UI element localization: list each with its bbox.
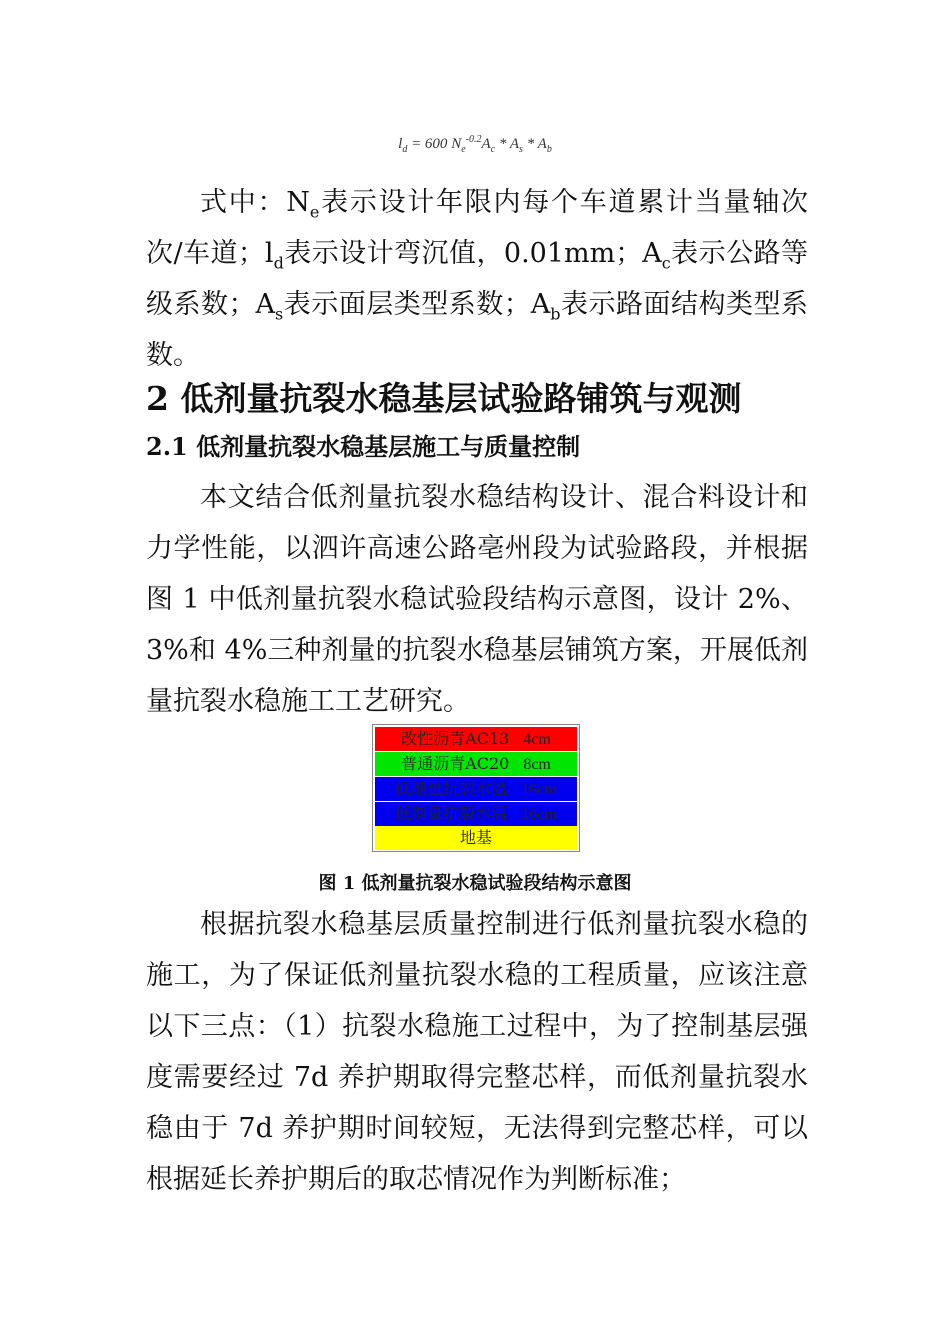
subsection-heading: 2.1 低剂量抗裂水稳基层施工与质量控制 xyxy=(146,432,581,461)
layer-base-lower-thickness: 16cm xyxy=(521,806,557,823)
layer-surface-name: 改性沥青AC13 xyxy=(401,729,510,748)
layer-surface xyxy=(375,727,577,751)
section-heading: 2 低剂量抗裂水稳基层试验路铺筑与观测 xyxy=(146,379,742,418)
layer-base-lower-name: 低剂量抗裂水温 xyxy=(395,804,508,823)
formula-star1: * xyxy=(495,136,510,152)
deflection-formula xyxy=(0,134,950,155)
layer-subgrade xyxy=(375,826,577,850)
legend-sub-5: b xyxy=(550,304,561,324)
legend-text-1: 式中：N xyxy=(200,187,310,218)
layer-middle-thickness: 8cm xyxy=(523,756,551,773)
layer-base-upper-thickness: 16cm xyxy=(521,781,557,798)
legend-sub-3: c xyxy=(661,253,671,273)
formula-n-sup: -0.2 xyxy=(465,134,482,145)
legend-sub-4: s xyxy=(275,304,284,324)
legend-text-2: 表示设计年限内每个车道累计当量轴次次/车道；l xyxy=(146,187,809,269)
layer-middle xyxy=(375,752,577,776)
formula-star2: * xyxy=(522,136,538,152)
figure-caption: 图 1 低剂量抗裂水稳试验段结构示意图 xyxy=(318,873,632,894)
legend-text-5: 表示面层类型系数；A xyxy=(283,289,551,320)
layer-middle-name: 普通沥青AC20 xyxy=(401,754,510,773)
formula-a1: A xyxy=(481,136,491,152)
pavement-structure-figure xyxy=(372,724,580,852)
formula-eq: = 600 xyxy=(407,136,452,152)
intro-paragraph: 本文结合低剂量抗裂水稳结构设计、混合料设计和力学性能，以泗许高速公路亳州段为试验路段，并根据图 1 中低剂量抗裂水稳试验段结构示意图，设计 2%、3%和 4%三种剂量的抗裂水稳基层铺筑方案，开展低剂量抗裂水稳施工工艺研究。 xyxy=(146,482,808,717)
legend-sub-1: e xyxy=(309,202,320,222)
legend-text-3: 表示设计弯沉值，0.01mm；A xyxy=(283,238,662,269)
formula-a1-sub: c xyxy=(490,144,496,155)
formula-a2: A xyxy=(509,136,520,152)
legend-sub-2: d xyxy=(273,253,284,273)
layer-base-upper xyxy=(375,777,577,801)
formula-n: N xyxy=(451,136,462,152)
layer-surface-thickness: 4cm xyxy=(523,731,551,748)
formula-a3-sub: b xyxy=(546,144,552,155)
formula-legend-paragraph xyxy=(146,177,808,381)
formula-n-sub: e xyxy=(461,144,466,155)
legend-text-6: 表示路面结构类型系数。 xyxy=(146,289,809,371)
formula-a2-sub: s xyxy=(519,144,523,155)
layer-base-lower xyxy=(375,802,577,826)
layer-base-upper-name: 低剂量抗裂水温 xyxy=(395,779,508,798)
layer-subgrade-name: 地基 xyxy=(459,828,492,847)
formula-a3: A xyxy=(537,136,547,152)
formula-l: l xyxy=(398,136,403,152)
quality-control-paragraph: 根据抗裂水稳基层质量控制进行低剂量抗裂水稳的施工，为了保证低剂量抗裂水稳的工程质量，应该注意以下三点：（1）抗裂水稳施工过程中，为了控制基层强度需要经过 7d 养护期取得完整芯样，而低剂量抗裂水稳由于 7d 养护期时间较短，无法得到完整芯样，可以根据延长养护期后的取芯情况作为判断标准； xyxy=(146,909,808,1195)
legend-text-4: 表示公路等级系数；A xyxy=(146,238,809,320)
formula-l-sub: d xyxy=(402,144,408,155)
